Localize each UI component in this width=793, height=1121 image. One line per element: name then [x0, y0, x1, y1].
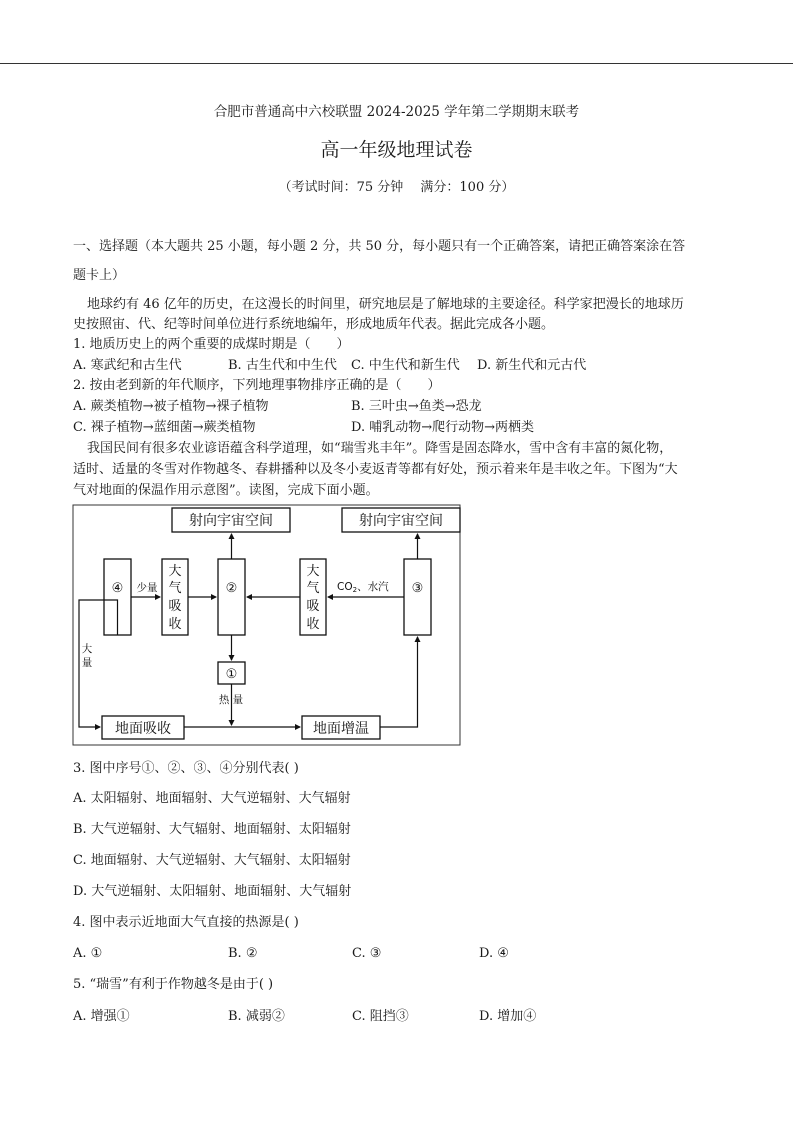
section-instruction-line1: 一、选择题（本大题共 25 小题，每小题 2 分，共 50 分，每小题只有一个正确答案，请把正确答案涂在答	[73, 239, 686, 254]
q4-option-c: C. ③	[352, 946, 382, 961]
q2-option-c: C. 裸子植物→蓝细菌→蕨类植物	[73, 420, 256, 435]
q1-option-d: D. 新生代和元古代	[477, 358, 587, 373]
union-line: 合肥市普通高中六校联盟 2024-2025 学年第二学期期末联考	[213, 104, 580, 120]
q3-option-a: A. 太阳辐射、地面辐射、大气逆辐射、大气辐射	[73, 791, 351, 806]
q3-stem: 3. 图中序号①、②、③、④分别代表( )	[73, 761, 299, 776]
q4-stem: 4. 图中表示近地面大气直接的热源是( )	[73, 915, 299, 930]
q5-option-c: C. 阻挡③	[352, 1009, 409, 1024]
space-label-right: 射向宇宙空间	[359, 513, 443, 529]
absorb-left-char-2: 气	[168, 581, 182, 596]
q3-option-b: B. 大气逆辐射、大气辐射、地面辐射、太阳辐射	[73, 822, 351, 837]
q5-option-d: D. 增加④	[479, 1009, 537, 1024]
box-1-label: ①	[225, 667, 238, 682]
exam-info: （考试时间：75 分钟 满分：100 分）	[278, 180, 515, 195]
passage1-line2: 史按照宙、代、纪等时间单位进行系统地编年，形成地质年代表。据此完成各小题。	[73, 317, 555, 332]
absorb-right-char-4: 收	[306, 617, 320, 632]
passage2-line2: 适时、适量的冬雪对作物越冬、春耕播种以及冬小麦返青等都有好处，预示着来年是丰收之年。下图为“大	[73, 462, 678, 477]
page-title: 高一年级地理试卷	[320, 139, 473, 161]
section-instruction-line2: 题卡上）	[73, 268, 126, 283]
q2-stem: 2. 按由老到新的年代顺序，下列地理事物排序正确的是（ ）	[73, 378, 441, 393]
absorb-left-char-1: 大	[168, 564, 182, 579]
q5-option-b: B. 减弱②	[228, 1009, 285, 1024]
q2-option-d: D. 哺乳动物→爬行动物→两栖类	[351, 420, 535, 435]
absorb-left-char-4: 收	[168, 617, 182, 632]
q3-option-c: C. 地面辐射、大气逆辐射、大气辐射、太阳辐射	[73, 853, 351, 868]
passage1-line1: 地球约有 46 亿年的历史，在这漫长的时间里，研究地层是了解地球的主要途径。科学家把漫长的地球历	[87, 297, 684, 312]
box-4-label: ④	[111, 581, 124, 596]
box-3	[404, 559, 431, 635]
passage2-line3: 气对地面的保温作用示意图”。读图，完成下面小题。	[73, 483, 379, 498]
q1-stem: 1. 地质历史上的两个重要的成煤时期是（ ）	[73, 337, 350, 352]
q4-option-a: A. ①	[73, 946, 103, 961]
co2-label: CO2、水汽	[337, 581, 389, 594]
small-amount-label: 少量	[136, 582, 158, 594]
absorb-left-char-3: 吸	[168, 599, 182, 614]
box-2-label: ②	[225, 581, 238, 596]
q1-option-b: B. 古生代和中生代	[228, 358, 337, 373]
space-label-left: 射向宇宙空间	[189, 513, 273, 529]
absorb-right-char-1: 大	[306, 564, 320, 579]
q2-option-a: A. 蕨类植物→被子植物→裸子植物	[73, 399, 269, 414]
large-label-2: 量	[81, 657, 93, 669]
large-label-1: 大	[81, 643, 93, 655]
heat-label: 热 量	[218, 694, 244, 706]
q2-option-b: B. 三叶虫→鱼类→恐龙	[351, 399, 482, 414]
arrow-warm-to-3	[380, 637, 418, 727]
ground-warm-label: 地面增温	[313, 721, 369, 737]
box-2	[218, 559, 245, 635]
q4-option-b: B. ②	[228, 946, 258, 961]
passage2-line1: 我国民间有很多农业谚语蕴含科学道理，如“瑞雪兆丰年”。降雪是固态降水，雪中含有丰富的氮化物，	[87, 441, 673, 456]
q1-option-c: C. 中生代和新生代	[351, 358, 460, 373]
q3-option-d: D. 大气逆辐射、太阳辐射、地面辐射、大气辐射	[73, 884, 352, 899]
q5-option-a: A. 增强①	[73, 1009, 130, 1024]
absorb-right-char-3: 吸	[306, 599, 320, 614]
q4-option-d: D. ④	[479, 946, 509, 961]
box-3-label: ③	[411, 581, 424, 596]
absorb-right-char-2: 气	[306, 581, 320, 596]
q5-stem: 5. “瑞雪”有利于作物越冬是由于( )	[73, 977, 274, 992]
q1-option-a: A. 寒武纪和古生代	[73, 358, 182, 373]
ground-absorb-label: 地面吸收	[115, 721, 171, 737]
